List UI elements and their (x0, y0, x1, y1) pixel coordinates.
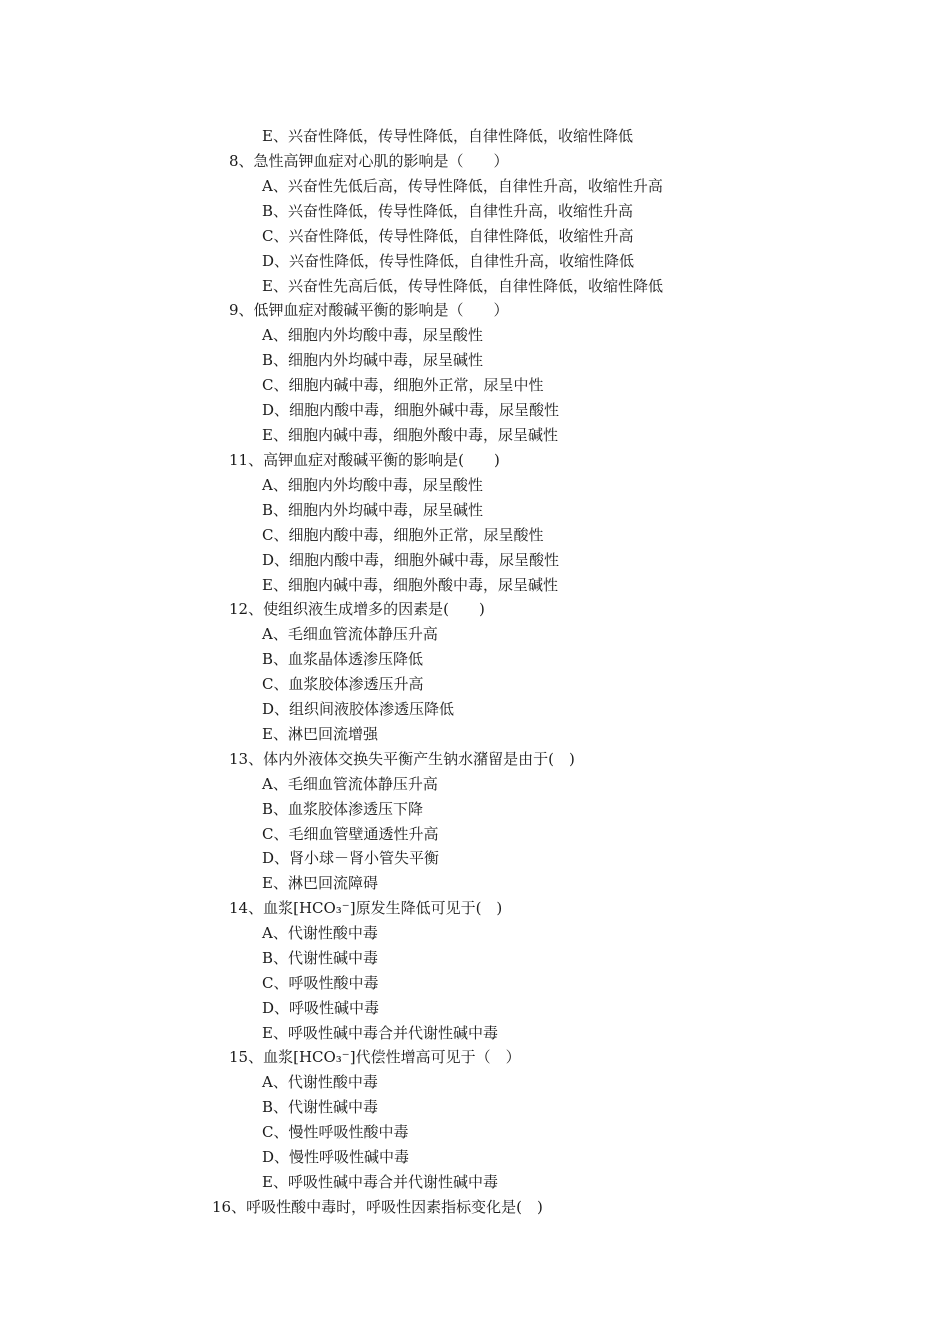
option-line: A、代谢性酸中毒 (262, 1073, 378, 1091)
option-line: B、细胞内外均碱中毒，尿呈碱性 (262, 501, 484, 519)
question-line: 13、体内外液体交换失平衡产生钠水潴留是由于( ) (229, 750, 575, 768)
option-line: A、毛细血管流体静压升高 (262, 625, 438, 643)
option-line: D、细胞内酸中毒，细胞外碱中毒，尿呈酸性 (262, 551, 560, 569)
option-line: B、血浆胶体渗透压下降 (262, 800, 424, 818)
option-line: C、兴奋性降低，传导性降低，自律性降低，收缩性升高 (262, 227, 634, 245)
option-line: E、细胞内碱中毒，细胞外酸中毒，尿呈碱性 (262, 576, 558, 594)
option-line: B、代谢性碱中毒 (262, 949, 379, 967)
option-line: E、呼吸性碱中毒合并代谢性碱中毒 (262, 1024, 498, 1042)
option-line: C、血浆胶体渗透压升高 (262, 675, 424, 693)
option-line: A、细胞内外均酸中毒，尿呈酸性 (262, 476, 483, 494)
option-line: C、细胞内酸中毒，细胞外正常，尿呈酸性 (262, 526, 544, 544)
option-line: C、毛细血管壁通透性升高 (262, 825, 439, 843)
question-line: 12、使组织液生成增多的因素是( ) (229, 600, 485, 618)
option-line: D、组织间液胶体渗透压降低 (262, 700, 455, 718)
option-line: C、细胞内碱中毒，细胞外正常，尿呈中性 (262, 376, 544, 394)
option-line: D、慢性呼吸性碱中毒 (262, 1148, 410, 1166)
option-line: D、呼吸性碱中毒 (262, 999, 380, 1017)
question-line: 8、急性高钾血症对心肌的影响是（ ） (229, 152, 509, 170)
option-line: D、兴奋性降低，传导性降低，自律性升高，收缩性降低 (262, 252, 635, 270)
option-line: E、兴奋性先高后低，传导性降低，自律性降低，收缩性降低 (262, 277, 663, 295)
option-line: D、细胞内酸中毒，细胞外碱中毒，尿呈酸性 (262, 401, 560, 419)
option-line: B、代谢性碱中毒 (262, 1098, 379, 1116)
option-line: A、兴奋性先低后高，传导性降低，自律性升高，收缩性升高 (262, 177, 663, 195)
question-line: 16、呼吸性酸中毒时，呼吸性因素指标变化是( ) (212, 1198, 543, 1216)
option-line: C、慢性呼吸性酸中毒 (262, 1123, 409, 1141)
option-line: A、细胞内外均酸中毒，尿呈酸性 (262, 326, 483, 344)
question-line: 11、高钾血症对酸碱平衡的影响是( ) (229, 451, 500, 469)
option-line: B、兴奋性降低，传导性降低，自律性升高，收缩性升高 (262, 202, 634, 220)
option-line: E、兴奋性降低，传导性降低，自律性降低，收缩性降低 (262, 127, 633, 145)
option-line: E、淋巴回流障碍 (262, 874, 378, 892)
question-line: 14、血浆[HCO₃⁻]原发生降低可见于( ) (229, 899, 503, 917)
option-line: C、呼吸性酸中毒 (262, 974, 379, 992)
question-line: 9、低钾血症对酸碱平衡的影响是（ ） (229, 301, 509, 319)
option-line: A、代谢性酸中毒 (262, 924, 378, 942)
option-line: B、血浆晶体透渗压降低 (262, 650, 424, 668)
option-line: E、呼吸性碱中毒合并代谢性碱中毒 (262, 1173, 498, 1191)
option-line: E、淋巴回流增强 (262, 725, 378, 743)
option-line: E、细胞内碱中毒，细胞外酸中毒，尿呈碱性 (262, 426, 558, 444)
option-line: D、肾小球－肾小管失平衡 (262, 849, 440, 867)
option-line: A、毛细血管流体静压升高 (262, 775, 438, 793)
option-line: B、细胞内外均碱中毒，尿呈碱性 (262, 351, 484, 369)
question-line: 15、血浆[HCO₃⁻]代偿性增高可见于（ ） (229, 1048, 521, 1066)
